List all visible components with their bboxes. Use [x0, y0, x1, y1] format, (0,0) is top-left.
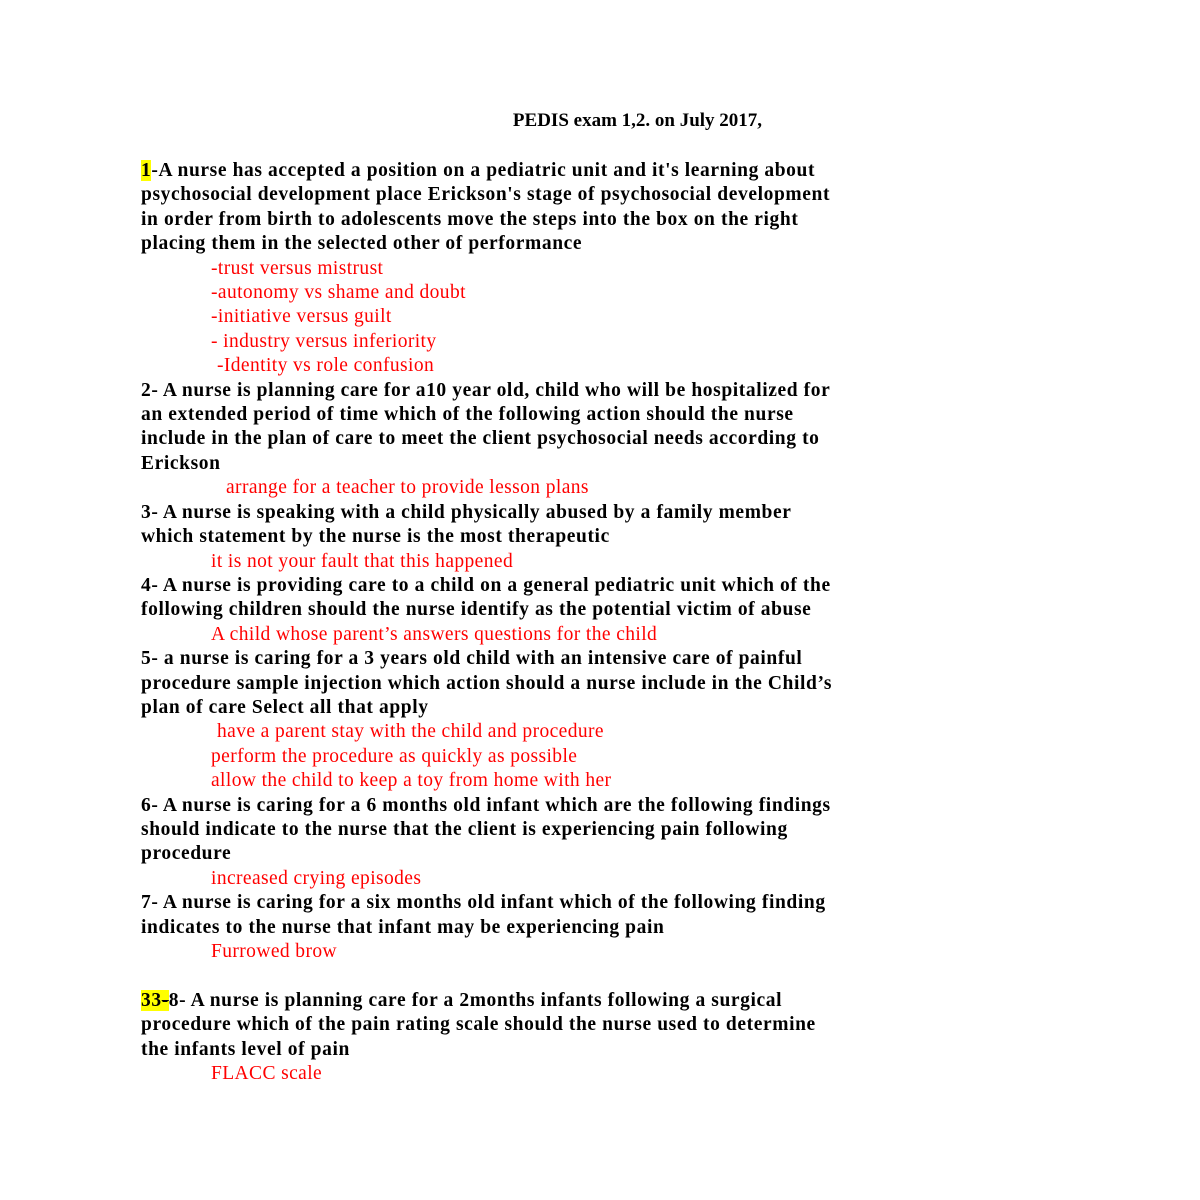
- struck-dash: -: [161, 989, 169, 1011]
- document-title: PEDIS exam 1,2. on July 2017,: [512, 110, 763, 131]
- highlight-marker-33: 33: [141, 989, 162, 1011]
- question-1-line-2: psychosocial development place Erickson's stage of psychosocial development: [141, 184, 831, 206]
- question-5-line-1: 5- a nurse is caring for a 3 years old child with an intensive care of painful: [141, 648, 803, 670]
- answer-2: arrange for a teacher to provide lesson plans: [226, 477, 589, 499]
- answer-6: increased crying episodes: [211, 867, 422, 889]
- question-5-line-2: procedure sample injection which action should a nurse include in the Child’s: [141, 672, 833, 694]
- answer-7: Furrowed brow: [211, 941, 337, 962]
- question-4-line-1: 4- A nurse is providing care to a child on a general pediatric unit which of the: [141, 574, 831, 596]
- question-6-line-2: should indicate to the nurse that the client is experiencing pain following: [141, 818, 788, 840]
- question-2-line-2: an extended period of time which of the following action should the nurse: [141, 404, 794, 426]
- answer-3: it is not your fault that this happened: [211, 550, 514, 572]
- answer-1-item-4: - industry versus inferiority: [211, 330, 437, 352]
- question-7-line-2: indicates to the nurse that infant may be experiencing pain: [141, 916, 665, 938]
- answer-1-item-5: -Identity vs role confusion: [217, 355, 435, 377]
- answer-1-item-3: -initiative versus guilt: [211, 306, 392, 328]
- question-3-line-1: 3- A nurse is speaking with a child physically abused by a family member: [141, 501, 792, 523]
- blank-line: [141, 964, 1081, 988]
- question-7-line-1: 7- A nurse is caring for a six months old infant which of the following finding: [141, 892, 826, 914]
- answer-5-item-2: perform the procedure as quickly as possible: [211, 745, 578, 767]
- highlight-marker-1: 1: [141, 160, 152, 181]
- question-2-line-3: include in the plan of care to meet the client psychosocial needs according to: [141, 428, 820, 450]
- question-1-line-1: [141, 159, 1081, 183]
- question-2-line-1: 2- A nurse is planning care for a10 year old, child who will be hospitalized for: [141, 379, 831, 401]
- answer-4: A child whose parent’s answers questions for the child: [211, 623, 658, 645]
- question-8-text-1: 8- A nurse is planning care for a 2months infants following a surgical: [168, 989, 783, 1011]
- question-5-line-3: plan of care Select all that apply: [141, 696, 429, 718]
- document-body: [141, 159, 1081, 1086]
- question-1-text-1: -A nurse has accepted a position on a pediatric unit and it's learning about: [151, 160, 816, 181]
- question-8-line-1: [141, 989, 1081, 1013]
- question-2-line-4: Erickson: [141, 452, 221, 474]
- answer-5-item-1: have a parent stay with the child and procedure: [217, 721, 604, 743]
- question-3-line-2: which statement by the nurse is the most therapeutic: [141, 526, 610, 548]
- answer-1-item-1: -trust versus mistrust: [211, 257, 384, 279]
- question-1-line-3: in order from birth to adolescents move the steps into the box on the right: [141, 208, 799, 230]
- answer-8: FLACC scale: [211, 1063, 323, 1085]
- answer-5-item-3: allow the child to keep a toy from home with her: [211, 770, 612, 792]
- question-8-line-2: procedure which of the pain rating scale should the nurse used to determine: [141, 1014, 816, 1036]
- question-4-line-2: following children should the nurse identify as the potential victim of abuse: [141, 599, 812, 621]
- answer-1-item-2: -autonomy vs shame and doubt: [211, 282, 466, 304]
- question-8-line-3: the infants level of pain: [141, 1038, 350, 1060]
- question-6-line-3: procedure: [141, 843, 232, 865]
- question-1-line-4: placing them in the selected other of performance: [141, 233, 583, 255]
- question-6-line-1: 6- A nurse is caring for a 6 months old infant which are the following findings: [141, 794, 831, 816]
